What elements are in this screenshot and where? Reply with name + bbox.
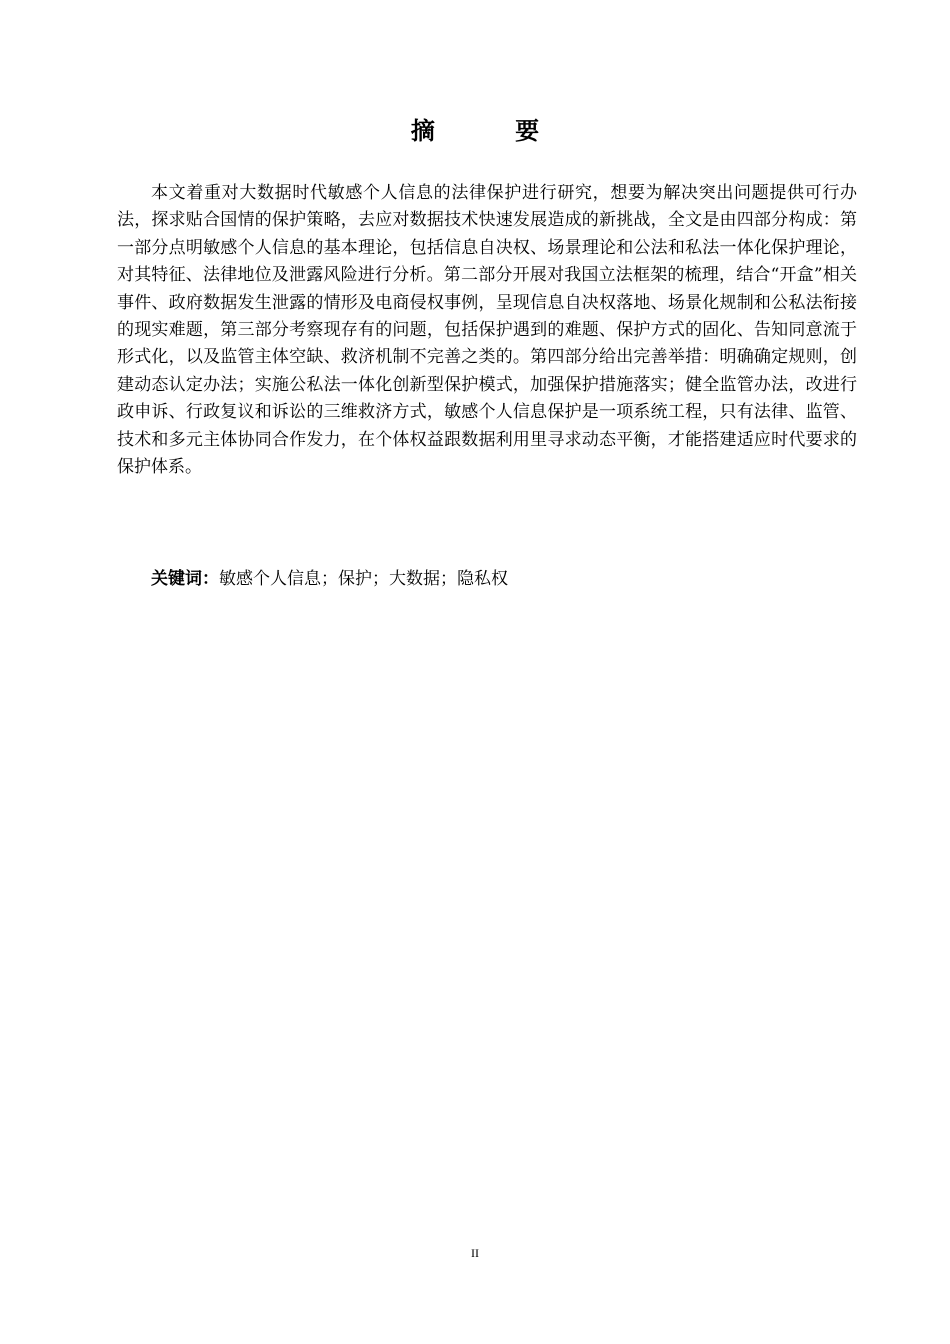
- keywords-label: 关键词：: [151, 569, 219, 589]
- keyword-item: 保护: [338, 569, 372, 589]
- keyword-separator: ；: [440, 569, 457, 589]
- keyword-item: 隐私权: [457, 569, 508, 589]
- keyword-separator: ；: [372, 569, 389, 589]
- keywords-line: [151, 566, 851, 593]
- abstract-body: 本文着重对大数据时代敏感个人信息的法律保护进行研究，想要为解决突出问题提供可行办法，探求贴合国情的保护策略，去应对数据技术快速发展造成的新挑战，全文是由四部分构成：第一部分点明敏感个人信息的基本理论，包括信息自决权、场景理论和公法和私法一体化保护理论，对其特征、法律地位及泄露风险进行分析。第二部分开展对我国立法框架的梳理，结合“开盒”相关事件、政府数据发生泄露的情形及电商侵权事例，呈现信息自决权落地、场景化规制和公私法衔接的现实难题，第三部分考察现存有的问题，包括保护遇到的难题、保护方式的固化、告知同意流于形式化，以及监管主体空缺、救济机制不完善之类的。第四部分给出完善举措：明确确定规则，创建动态认定办法；实施公私法一体化创新型保护模式，加强保护措施落实；健全监管办法，改进行政申诉、行政复议和诉讼的三维救济方式，敏感个人信息保护是一项系统工程，只有法律、监管、技术和多元主体协同合作发力，在个体权益跟数据利用里寻求动态平衡，才能搭建适应时代要求的保护体系。: [117, 183, 857, 478]
- keyword-item: 大数据: [389, 569, 440, 589]
- keyword-separator: ；: [321, 569, 338, 589]
- page-number: II: [471, 1246, 479, 1260]
- abstract-title: 摘 要: [410, 117, 576, 145]
- keyword-item: 敏感个人信息: [219, 569, 321, 589]
